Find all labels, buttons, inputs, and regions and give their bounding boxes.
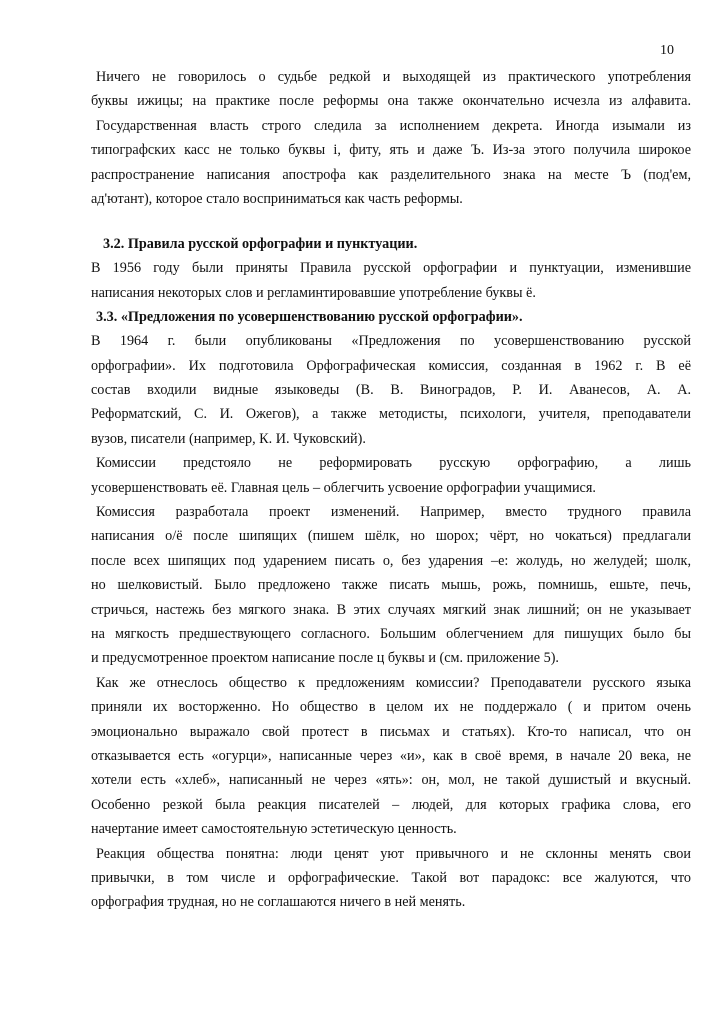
text-line: орфографии». Их подготовила Орфографическая комиссия, созданная в 1962 г. В её: [91, 357, 691, 374]
text-line: на мягкость предшествующего согласного. Большим облегчением для пишущих было бы: [91, 625, 691, 642]
text-line: стричься, настежь без мягкого знака. В этих случаях мягкий знак лишний; он не указывает: [91, 601, 691, 618]
text-line: Ничего не говорилось о судьбе редкой и выходящей из практического употребления: [96, 69, 691, 85]
section-heading: 3.2. Правила русской орфографии и пунктуации.: [103, 235, 418, 252]
text-line: приняли их восторженно. Но общество в целом их не поддержало ( и притом очень: [91, 699, 691, 716]
text-line: распространение написания апострофа как разделительного знака на месте Ъ (под'ем,: [91, 166, 691, 183]
text-line: усовершенствовать её. Главная цель – облегчить усвоение орфографии учащимися.: [91, 479, 596, 496]
text-line: буквы ижицы; на практике после реформы она также окончательно исчезла из алфавита.: [91, 93, 691, 110]
text-line: Реформатский, С. И. Ожегов), а также методисты, психологи, учителя, преподаватели: [91, 406, 691, 423]
text-line: Комиссии предстояло не реформировать русскую орфографию, а лишь: [96, 455, 691, 472]
text-line: написания некоторых слов и регламинтировавшие употребление буквы ё.: [91, 284, 536, 301]
text-line: ад'ютант), которое стало восприниматься как часть реформы.: [91, 190, 463, 207]
document-body: [91, 67, 691, 917]
text-line: Особенно резкой была реакция писателей – людей, для которых графика слова, его: [91, 796, 691, 813]
text-line: Как же отнеслось общество к предложениям комиссии? Преподаватели русского языка: [96, 674, 691, 691]
text-line: написания о/ё после шипящих (пишем шёлк, но шорох; чёрт, но чокаться) предлагали: [91, 528, 691, 545]
section-heading: 3.3. «Предложения по усовершенствованию русской орфографии».: [96, 308, 523, 325]
text-line: и предусмотренное проектом написание после ц буквы и (см. приложение 5).: [91, 650, 559, 667]
text-line: типографских касс не только буквы і, фиту, ять и даже Ъ. Из-за этого получила широкое: [91, 142, 691, 159]
text-line: Комиссия разработала проект изменений. Например, вместо трудного правила: [96, 504, 691, 521]
text-line: привычки, в том числе и орфографические. Такой вот парадокс: все жалуются, что: [91, 869, 691, 886]
text-line: хотели есть «хлеб», написанный не через «ять»: он, мол, не такой душистый и вкусный.: [91, 772, 691, 789]
text-line: состав входили видные языковеды (В. В. Виноградов, Р. И. Аванесов, А. А.: [91, 382, 691, 399]
text-line: В 1964 г. были опубликованы «Предложения по усовершенствованию русской: [91, 333, 691, 350]
text-line: Реакция общества понятна: люди ценят уют привычного и не склонны менять свои: [96, 845, 691, 862]
page-number: 10: [660, 43, 674, 58]
text-line: орфография трудная, но не соглашаются ничего в ней менять.: [91, 894, 466, 911]
text-line: отказывается есть «огурци», написанные через «и», как в своё время, в начале 20 века, не: [91, 747, 691, 764]
text-line: вузов, писатели (например, К. И. Чуковский).: [91, 430, 366, 447]
text-line: начертание имеет самостоятельную эстетическую ценность.: [91, 821, 457, 838]
text-line: но шелковистый. Было предложено также писать мышь, рожь, помнишь, ешьте, печь,: [91, 577, 691, 594]
text-line: после всех шипящих под ударением писать о, без ударения –е: жолудь, но желудей; шолк,: [91, 552, 691, 569]
text-line: эмоционально выражало свой протест в письмах и статьях). Кто-то написал, что он: [91, 723, 691, 740]
text-line: В 1956 году были приняты Правила русской орфографии и пунктуации, изменившие: [91, 260, 691, 277]
paragraph-gap: [91, 213, 691, 233]
text-line: Государственная власть строго следила за исполнением декрета. Иногда изымали из: [96, 117, 691, 134]
